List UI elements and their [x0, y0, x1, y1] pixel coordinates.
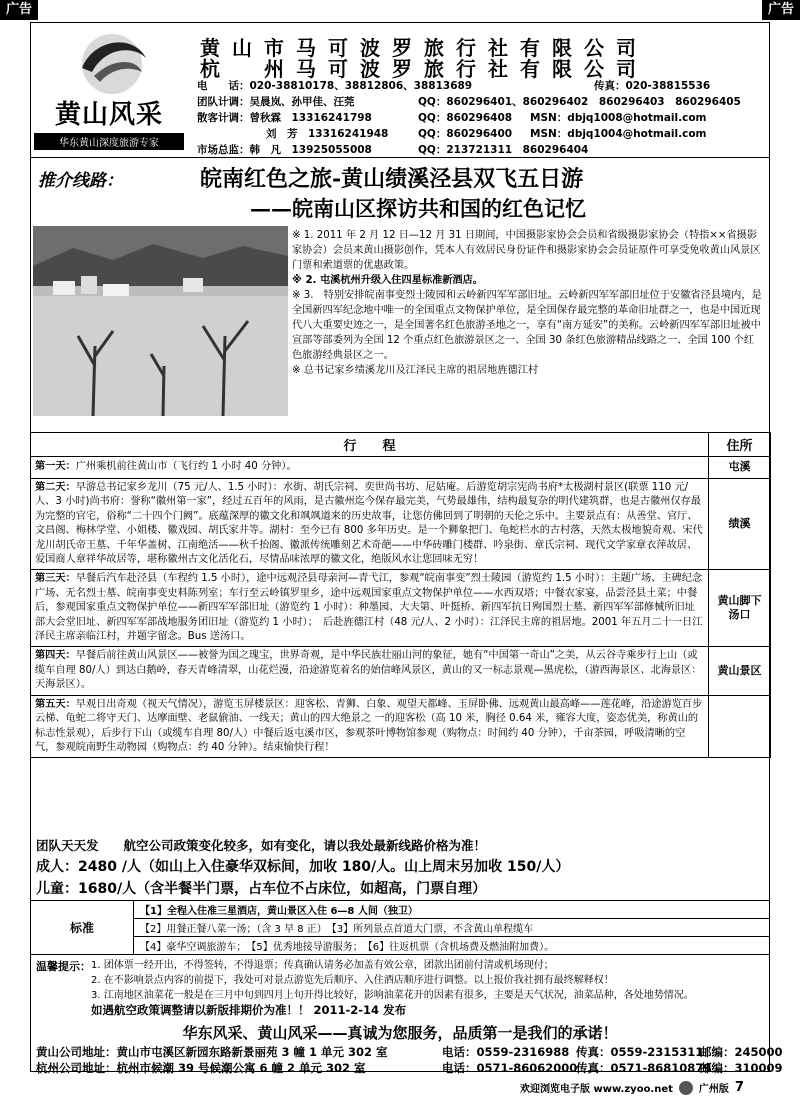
promise-slogan: 华东风采、黄山风采——真诚为您服务，品质第一是我们的承诺！ — [182, 1024, 618, 1042]
village-photo — [33, 226, 288, 416]
address-tel: 电话：0571-86062000 — [442, 1061, 578, 1075]
warm-item: 1. 团体票一经开出，不得签转，不得退票；传真确认请务必加盖有效公章，团款出团前付清或机场现付； — [91, 960, 554, 971]
day-title: 第五天： — [35, 698, 76, 710]
market-qq: QQ：213721311 860296404 — [418, 144, 589, 156]
address-fax: 传真：0559-2315311 — [576, 1045, 704, 1059]
day-cell — [31, 647, 709, 695]
footer-text: 欢迎浏览电子版 www.zyoo.net — [520, 1084, 673, 1095]
stay-cell: 黄山景区 — [709, 647, 771, 695]
page-number: 7 — [734, 1080, 744, 1095]
company-name-huangshan: 黄山市马可波罗旅行社有限公司 — [200, 36, 648, 60]
table-row — [31, 695, 771, 758]
stay-cell — [709, 695, 771, 758]
price-child: 儿童：1680/人（含半餐半门票，占车位不占床位，如超高，门票自理） — [36, 881, 487, 897]
day-text: 早观日出奇观（视天气情况），游览玉屏楼景区：迎客松、青狮、白象、观望天都峰、玉屏卧佛、远观黄山最高峰——莲花峰，沿途游览百步云梯、龟蛇二将守天门、达摩面壁、老鼠偷油、一线天；黄山的四大绝景之 一的迎客松（高 10 米，胸径 0.64 米，雍容大度，姿态优美，称黄山的标志性景观），后步行下山（或缆车自理 80/人）中餐后返屯溪市区，参观茶叶博物馆参观（购物点：时间约 40 分钟），千亩茶园，呼吸清晰的空气，参观皖南野生动物园（购物点：约 40 分钟）。结束愉快行程！ — [35, 698, 703, 753]
standard-table — [30, 900, 770, 955]
warm-label: 温馨提示： — [36, 960, 91, 973]
ad-tag-right: 广告 — [762, 0, 800, 20]
day-title: 第二天： — [35, 482, 76, 493]
note-item: ※ 3. 特别安排皖南事变烈士陵园和云岭新四军军部旧址。云岭新四军军部旧址位于安徽省泾县境内，是全国新四军纪念地中唯一的全国重点文物保护单位，是全国保存最完整的革命旧址群之一，也是中国近现代八大重要史迹之一，是全国著名红色旅游圣地之一，享有“南方延安”的美称。云岭新四军军部旧址被中宣部等部委列为全国 12 个重点红色旅游景区之一、全国 30 条红色旅游精品线路之一、全国 100 个红色旅游经典景区之一。 — [292, 290, 762, 361]
warm-item: 2. 在不影响景点内容的前提下，我处可对景点游览先后顺序、入住酒店顺序进行调整。以上报价我社拥有最终解释权！ — [91, 975, 614, 986]
table-row — [31, 570, 771, 647]
group-label: 团队计调： — [197, 96, 250, 108]
warm-item: 如遇航空政策调整请以新版排期价为准！！ 2011-2-14 发布 — [91, 1003, 407, 1017]
warm-tips — [36, 958, 766, 1018]
page-footer — [520, 1080, 744, 1095]
brand-name: 黄山风采 — [54, 100, 163, 130]
group-notice: 团队天天发 航空公司政策变化较多，如有变化，请以我处最新线路价格为准！ — [36, 838, 487, 853]
swoosh-logo-icon — [34, 28, 184, 98]
scatter2-name: 刘 芳 13316241948 — [266, 128, 389, 140]
market-label: 市场总监： — [197, 144, 250, 156]
contact-group-qq: QQ：860296401、860296402 860296403 860296405 — [418, 96, 741, 108]
fax-label: 传真： — [594, 80, 626, 92]
fax-value: 020-38815536 — [625, 80, 711, 92]
scatter2-msn: MSN：dbjq1004@hotmail.com — [530, 128, 707, 140]
day-cell — [31, 479, 709, 570]
stay-cell: 黄山脚下汤口 — [709, 570, 771, 647]
table-row — [31, 457, 771, 479]
stay-cell: 屯溪 — [709, 457, 771, 479]
recommend-title: 皖南红色之旅-黄山绩溪泾县双飞五日游 — [200, 166, 584, 192]
scatter-label: 散客计调： — [197, 112, 250, 124]
day-text: 广州乘机前往黄山市（飞行约 1 小时 40 分钟）。 — [75, 461, 297, 473]
address-zip: 邮编：245000 — [700, 1045, 783, 1059]
scatter1-msn: MSN：dbjq1008@hotmail.com — [530, 112, 707, 124]
stay-header: 住所 — [709, 433, 771, 457]
price-adult: 成人：2480 /人（如山上入住豪华双标间，加收 180/人。山上周末另加收 150/人） — [36, 859, 570, 875]
note-item: ※ 2. 屯溪杭州升级入住四星标准新酒店。 — [292, 275, 483, 286]
recommend-subtitle: ——皖南山区探访共和国的红色记忆 — [250, 196, 586, 221]
scatter2-qq: QQ：860296400 — [418, 128, 513, 140]
stay-cell: 绩溪 — [709, 479, 771, 570]
address-text: 杭州市候潮 39 号候潮公寓 6 幢 2 单元 302 室 — [116, 1061, 366, 1075]
ad-tag-left: 广告 — [0, 0, 38, 20]
scatter1-qq: QQ：860296408 — [418, 112, 513, 124]
company-name-hangzhou: 杭 州马可波罗旅行社有限公司 — [200, 57, 648, 81]
day-title: 第一天： — [35, 461, 76, 473]
phone-value: 020-38810178、38812806、38813689 — [249, 80, 473, 92]
table-row — [31, 479, 771, 570]
itinerary-header — [31, 433, 771, 457]
note-item: ※ 总书记家乡绩溪龙川及江泽民主席的祖居地旌德江村 — [292, 365, 539, 376]
recommend-notes — [292, 228, 764, 378]
address-zip: 邮编：310009 — [700, 1061, 783, 1075]
address-hangzhou — [36, 1060, 366, 1076]
address-text: 黄山市屯溪区新园东路新景丽苑 3 幢 1 单元 302 室 — [116, 1045, 388, 1059]
address-fax: 传真：0571-86810879 — [576, 1061, 712, 1075]
day-title: 第四天： — [35, 650, 76, 662]
standard-item: 【2】用餐正餐八菜一汤；（含 3 早 8 正） 【3】所列景点首道大门票，不含黄山单程缆车 — [134, 919, 770, 937]
note-item: ※ 1. 2011 年 2 月 12 日—12 月 31 日期间，中国摄影家协会会员和省级摄影家协会（特指××省摄影家协会）会员来黄山摄影创作，凭本人有效居民身份证件和摄影家协会会员证原件可享受免收黄山风景区门票和索道票的优惠政策。 — [292, 230, 761, 271]
footer-edition: 广州版 — [698, 1084, 729, 1095]
group-names: 吴晨岚、孙甲佳、汪莞 — [249, 96, 355, 108]
warm-item: 3. 江南地区油菜花一般是在三月中旬到四月上旬开得比较好，影响油菜花开的因素有很多，主要是天气状况，油菜品种，各处地势情况。 — [91, 990, 694, 1001]
table-row — [31, 647, 771, 695]
contact-phone — [197, 78, 472, 93]
village-landscape-icon — [33, 226, 288, 416]
badge-icon — [679, 1081, 693, 1095]
route-header: 行 程 — [31, 433, 709, 457]
address-label: 黄山公司地址： — [36, 1045, 117, 1059]
contact-market — [197, 142, 372, 157]
market-name: 韩 凡 13925055008 — [249, 144, 372, 156]
contact-fax — [594, 78, 710, 93]
address-label: 杭州公司地址： — [36, 1061, 117, 1075]
brand-logo — [34, 28, 184, 149]
contact-group — [197, 94, 355, 109]
day-text: 早餐后前往黄山风景区——被誉为国之瑰宝，世界奇观，是中华民族壮丽山河的象征，她有“中国第一奇山”之美，从云谷寺乘步行上山（或缆车自理 80/人）到达白鹅岭，春天青峰清翠，山花烂漫，沿途游览着名的始信峰风景区，黄山的又一标志景观—黑虎松，（游西海景区、北海景区：天海景区）。 — [35, 650, 702, 691]
day-text: 早餐后汽车赴泾县（车程约 1.5 小时），途中远观泾县母亲河—青弋江，参观“皖南事变”烈士陵园（游览约 1.5 小时）：主题广场、主碑纪念广场、无名烈士墓、皖南事变史料陈列室；车行至云岭镇罗里乡，途中远观国家重点文物保护单位——水西双塔；中餐农家宴，品尝泾县土菜；中餐后，参观国家重点文物保护单位——新四军军部旧址（游览约 1 小时）：种墨园、大夫第、叶挺桥、新四军抗日殉国烈士墓、新四军军部修械所旧址部大会堂旧址、新四军军部战地服务团旧址（游览约 1 小时）； 后赴旌德江村（48 元/人、2 小时）：江泽民主席的祖居地。2001 年五月二十一日江泽民主席亲临江村，并题字留念。Bus 送汤口。 — [35, 573, 703, 643]
divider — [30, 157, 770, 158]
day-title: 第三天： — [35, 573, 76, 585]
standard-item: 【4】豪华空调旅游车； 【5】优秀地接导游服务； 【6】往返机票（含机场费及燃油附加费）。 — [134, 937, 770, 955]
contact-scatter-1 — [197, 110, 372, 125]
standard-label: 标准 — [31, 901, 134, 955]
standard-item: 【1】全程入住准三星酒店，黄山景区入住 6—8 人间（独卫） — [134, 901, 770, 919]
address-huangshan — [36, 1044, 388, 1060]
brand-slogan: 华东黄山深度旅游专家 — [34, 133, 184, 150]
day-cell — [31, 570, 709, 647]
day-text: 早游总书记家乡龙川（75 元/人、1.5 小时）：水街、胡氏宗祠、奕世尚书坊、尼姑庵。后游览胡宗宪尚书府*太极湖村景区(联票 110 元/人、3 小时)尚书府：誉称“徽州第一家”，经过五百年的风雨，是古徽州迄今保存最完美，气势最雄伟，结构最复杂的明代建筑群，也是古徽州仅存最为完整的官宅，俗称“二十四个门阙”。底蕴深厚的徽文化和飒飒道来的历史故事，让您仿佛回到了明朝的天伦之乐中。主要景点有：从善堂、官厅、文昌阁、梅林学堂、小姐楼、徽戏园、胡氏家井等。湖村：至今已有 800 多年历史。是一个狮象把门、龟蛇栏水的古村落，天然太极地貌奇观、宋代龙川胡氏帝王墓、千年华盖树、江南绝活——秋千抬阁、徽派传统雕刻艺术奇葩——中华砖雕门楼群、吟泉街、章氏宗祠、现代文学家章衣萍故居、爱国商人章祥华故居等，堪称徽州古文化活化石，尽情品味浓厚的徽文化，绝版风水让您回味无穷！ — [35, 482, 703, 566]
address-tel: 电话：0559-2316988 — [442, 1045, 570, 1059]
phone-label: 电 话： — [197, 80, 250, 92]
itinerary-table — [30, 432, 771, 758]
recommend-label: 推介线路： — [38, 171, 123, 191]
day-cell — [31, 695, 709, 758]
scatter1-name: 曾秋霖 13316241798 — [249, 112, 372, 124]
day-cell — [31, 457, 709, 479]
